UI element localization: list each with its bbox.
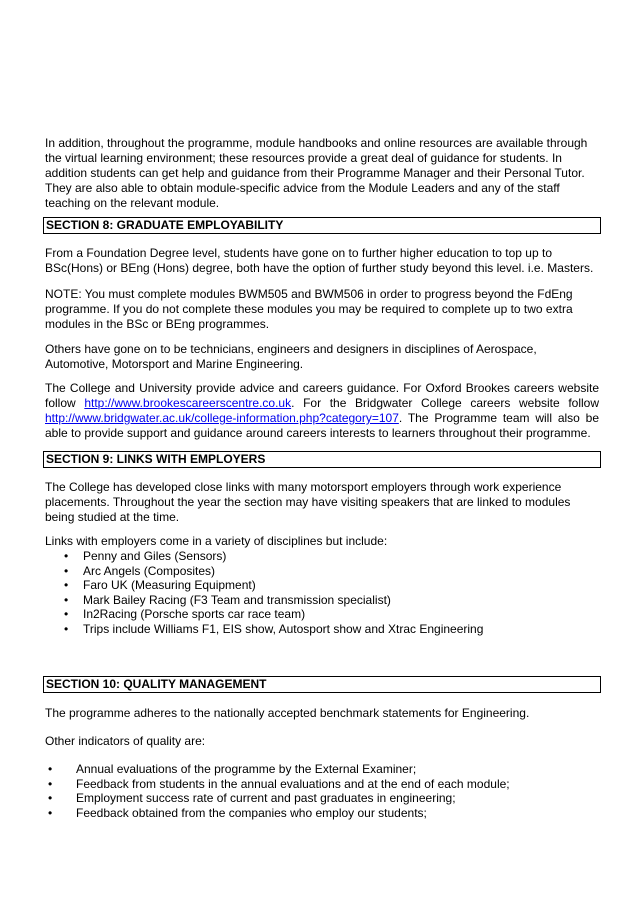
quality-indicators-list (45, 762, 599, 820)
list-item: • Annual evaluations of the programme by the External Examiner; (48, 762, 417, 776)
brookes-careers-link[interactable]: http://www.brookescareerscentre.co.uk (84, 396, 292, 410)
list-item: • In2Racing (Porsche sports car race team) (64, 607, 306, 621)
list-item: • Mark Bailey Racing (F3 Team and transmission specialist) (64, 592, 391, 607)
list-item: • Faro UK (Measuring Equipment) (64, 578, 256, 592)
section-10-paragraph-1: The programme adheres to the nationally accepted benchmark statements for Engineering. (45, 706, 530, 720)
section-9-paragraph-1: The College has developed close links with many motorsport employers through work experience placements. Throughout the year the section may have visiting speakers that are linked to modules being studied at the time. (45, 480, 571, 524)
list-item: • Feedback from students in the annual evaluations and at the end of each module; (48, 776, 510, 791)
section-8-paragraph-3: Others have gone on to be technicians, engineers and designers in disciplines of Aerospace, Automotive, Motorsport and Marine Engineering. (45, 342, 537, 371)
careers-text-2: . For the Bridgwater College careers website follow (291, 396, 599, 410)
careers-text-1: The College and University provide advice and careers guidance. For Oxford Brookes careers website follow (45, 381, 599, 410)
list-item: • Penny and Giles (Sensors) (64, 549, 227, 563)
list-item: • Trips include Williams F1, EIS show, Autosport show and Xtrac Engineering (64, 621, 484, 636)
section-9-paragraph-2: Links with employers come in a variety of disciplines but include: (45, 534, 388, 548)
section-9-header: SECTION 9: LINKS WITH EMPLOYERS (43, 451, 601, 468)
section-10-paragraph-2: Other indicators of quality are: (45, 734, 206, 748)
section-8-paragraph-2: NOTE: You must complete modules BWM505 and BWM506 in order to progress beyond the FdEng programme. If you do not complete these modules you may be required to complete up to two extra modules in the BSc or BEng programmes. (45, 287, 573, 331)
list-item: • Feedback obtained from the companies who employ our students; (48, 805, 427, 820)
employer-list (45, 549, 599, 636)
section-8-careers-paragraph (45, 381, 599, 441)
bridgwater-careers-link[interactable]: http://www.bridgwater.ac.uk/college-information.php?category=107 (45, 411, 399, 425)
list-item: • Arc Angels (Composites) (64, 563, 216, 578)
section-10-header: SECTION 10: QUALITY MANAGEMENT (43, 676, 601, 693)
list-item: • Employment success rate of current and past graduates in engineering; (48, 791, 456, 805)
section-8-header: SECTION 8: GRADUATE EMPLOYABILITY (43, 217, 601, 234)
careers-text-3: . The Programme team will also be able to provide support and guidance around careers interests to learners throughout their programme. (45, 411, 599, 440)
intro-paragraph: In addition, throughout the programme, module handbooks and online resources are available through the virtual learning environment; these resources provide a great deal of guidance for students. In addition students can get help and guidance from their Programme Manager and their Personal Tutor. They are also able to obtain module-specific advice from the Module Leaders and any of the staff teaching on the relevant module. (45, 136, 588, 210)
section-8-paragraph-1: From a Foundation Degree level, students have gone on to further higher education to top up to BSc(Hons) or BEng (Hons) degree, both have the option of further study beyond this level. i.e. Masters. (45, 246, 594, 275)
